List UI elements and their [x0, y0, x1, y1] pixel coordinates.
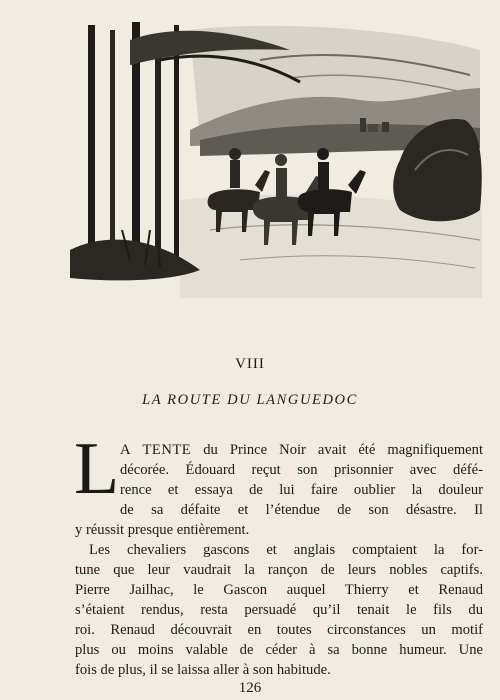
paragraph-2-line-6: plus ou moins valable de céder à sa bonne humeur. Une [75, 642, 483, 658]
riders-landscape-illustration [70, 20, 484, 300]
paragraph-1-line-1-text: du Prince Noir avait été magnifiquement [191, 442, 483, 458]
paragraph-2-line-7: fois de plus, il se laissa aller à son habitude. [75, 662, 331, 678]
paragraph-2-line-5: roi. Renaud découvrait en toutes circonstances un motif [75, 622, 483, 638]
paragraph-2-line-4: s’étaient rendus, resta persuadé qu’il tenait le fils du [75, 602, 483, 618]
page-number: 126 [238, 680, 262, 696]
paragraph-2-line-1: Les chevaliers gascons et anglais comptaient la for- [89, 542, 483, 558]
chapter-illustration [70, 20, 484, 300]
paragraph-1-line-1 [120, 440, 483, 460]
paragraph-2-line-3: Pierre Jailhac, le Gascon auquel Thierry et Renaud [75, 582, 483, 598]
drop-cap: L [74, 428, 120, 510]
paragraph-2-line-2: tune que leur vaudrait la rançon de leurs nobles captifs. [75, 562, 483, 578]
opening-small-caps: A TENTE [120, 442, 192, 458]
chapter-title: LA ROUTE DU LANGUEDOC [142, 392, 358, 408]
chapter-number: VIII [235, 356, 265, 372]
paragraph-1-line-2: décorée. Édouard reçut son prisonnier avec défé- [120, 462, 483, 478]
paragraph-1-line-5: y réussit presque entièrement. [75, 522, 250, 538]
paragraph-1-line-4: de sa défaite et l’étendue de son désastre. Il [120, 502, 483, 518]
paragraph-1-line-3: rence et essaya de lui faire oublier la douleur [120, 482, 483, 498]
